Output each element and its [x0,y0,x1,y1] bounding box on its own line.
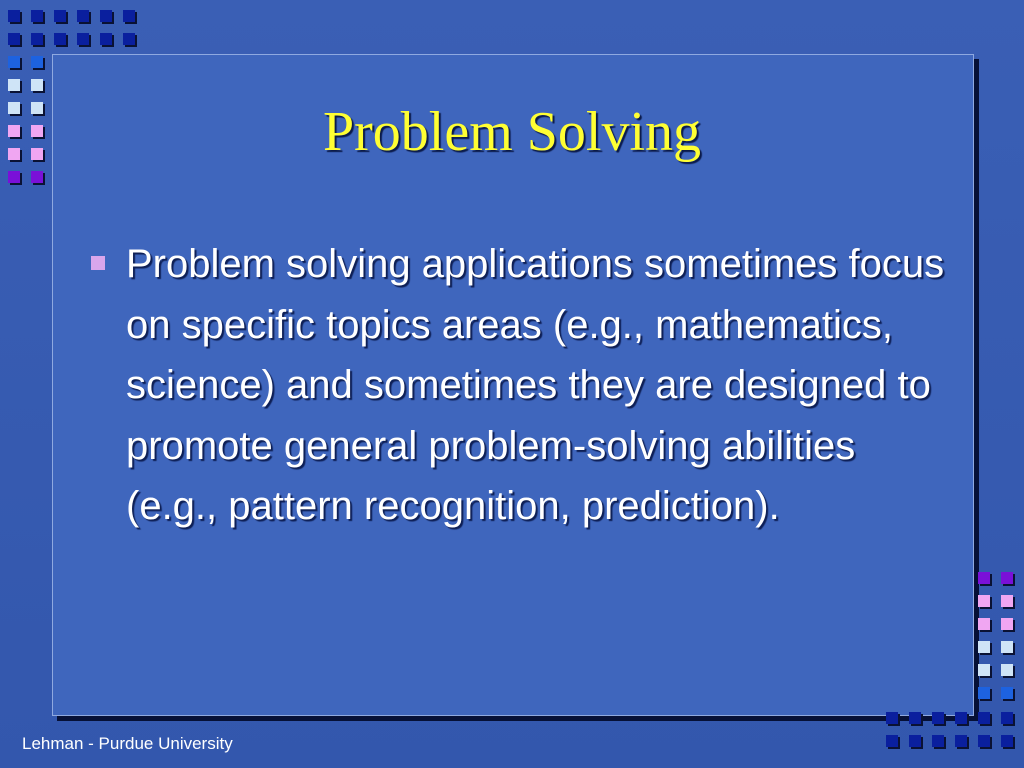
decor-square-icon [31,33,43,45]
decor-square-icon [1001,687,1013,699]
decor-square-icon [1001,618,1013,630]
bullet-text: Problem solving applications sometimes focus on specific topics areas (e.g., mathematics, science) and sometimes they are designed to promote general problem-solving abilities (e.g., pattern recognition, prediction). [126,242,945,528]
square-bullet-icon [91,256,105,270]
decor-square-icon [8,125,20,137]
decor-square-icon [100,33,112,45]
decor-square-icon [932,712,944,724]
decor-square-icon [8,10,20,22]
decor-square-icon [31,125,43,137]
decor-square-icon [1001,641,1013,653]
decor-square-icon [31,148,43,160]
decor-square-icon [978,664,990,676]
decor-square-icon [31,56,43,68]
decor-square-icon [978,572,990,584]
decor-square-icon [31,79,43,91]
decor-square-icon [123,10,135,22]
decor-square-icon [1001,735,1013,747]
decor-square-icon [886,735,898,747]
decor-square-icon [955,712,967,724]
decor-square-icon [909,712,921,724]
decor-square-icon [8,79,20,91]
decor-square-icon [1001,572,1013,584]
decor-square-icon [54,10,66,22]
decor-square-icon [978,687,990,699]
decor-square-icon [8,33,20,45]
decor-square-icon [54,33,66,45]
bullet-item [88,234,948,537]
decor-square-icon [8,148,20,160]
decor-square-icon [8,171,20,183]
decor-square-icon [31,171,43,183]
decor-square-icon [978,595,990,607]
decor-square-icon [8,56,20,68]
decor-square-icon [8,102,20,114]
decor-square-icon [909,735,921,747]
decor-square-icon [100,10,112,22]
decor-square-icon [932,735,944,747]
decor-square-icon [1001,595,1013,607]
decor-square-icon [1001,664,1013,676]
decor-square-icon [978,618,990,630]
decor-square-icon [77,33,89,45]
decor-square-icon [1001,712,1013,724]
decor-square-icon [978,735,990,747]
decor-square-icon [31,10,43,22]
decor-square-icon [123,33,135,45]
decor-square-icon [955,735,967,747]
slide-title: Problem Solving [322,101,702,163]
decor-square-icon [978,712,990,724]
footer-text: Lehman - Purdue University [22,734,233,753]
decor-square-icon [77,10,89,22]
decor-square-icon [886,712,898,724]
decor-square-icon [31,102,43,114]
decor-square-icon [978,641,990,653]
